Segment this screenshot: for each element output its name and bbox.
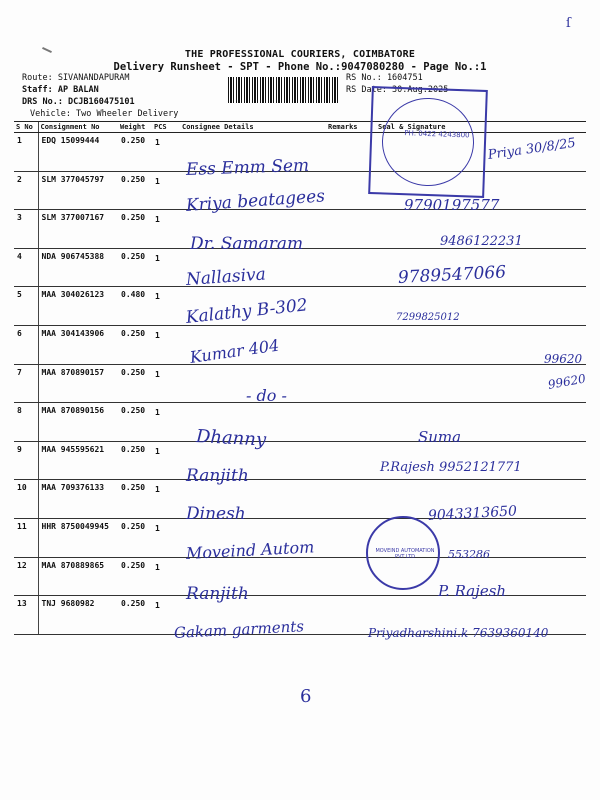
row-weight: 0.250	[118, 596, 152, 635]
handwritten-signature-6: 99620	[544, 352, 583, 366]
handwritten-signature-13: Priyadharshini.k 7639360140	[368, 626, 549, 640]
page-ink-mark: 6	[300, 686, 312, 707]
handwritten-signature-11: 553286	[448, 548, 490, 561]
row-consignment: SLM 377007167	[38, 210, 118, 249]
row-sno: 3	[14, 210, 38, 249]
seal-circle-text: MOVEIND AUTOMATION PVT LTD	[375, 548, 435, 560]
row-pcs: 1	[152, 287, 180, 326]
handwritten-consignee-13: Gakam garments	[173, 617, 305, 642]
row-weight: 0.250	[118, 403, 152, 442]
row-weight: 0.250	[118, 557, 152, 596]
table-row	[14, 325, 586, 364]
handwritten-signature-5: 7299825012	[396, 312, 460, 323]
handwritten-consignee-11: Moveind Autom	[185, 537, 315, 563]
row-consignment: MAA 945595621	[38, 441, 118, 480]
row-weight: 0.250	[118, 248, 152, 287]
rs-date: RS Date: 30.Aug.2025	[346, 85, 449, 95]
table-row	[14, 403, 586, 442]
row-consignment: HHR 8750049945	[38, 518, 118, 557]
handwritten-signature-2: 9790197577	[404, 196, 500, 214]
row-pcs: 1	[152, 364, 180, 403]
handwritten-consignee-4: Nallasiva	[185, 264, 267, 290]
row-sno: 6	[14, 325, 38, 364]
row-weight: 0.250	[118, 133, 152, 172]
row-sno: 2	[14, 171, 38, 210]
row-sno: 7	[14, 364, 38, 403]
row-pcs: 1	[152, 248, 180, 287]
handwritten-signature-12: P. Rajesh	[438, 582, 507, 600]
row-pcs: 1	[152, 210, 180, 249]
row-pcs: 1	[152, 441, 180, 480]
row-sno: 5	[14, 287, 38, 326]
col-consignee: Consignee Details	[180, 122, 326, 133]
handwritten-signature-10: 9043313650	[427, 503, 518, 524]
handwritten-consignee-10: Dinesh	[186, 504, 246, 524]
row-weight: 0.250	[118, 210, 152, 249]
handwritten-consignee-3: Dr. Samaram	[190, 234, 304, 254]
row-pcs: 1	[152, 403, 180, 442]
handwritten-signature-9: P.Rajesh 9952121771	[380, 460, 522, 475]
corner-ink-mark: ſ	[566, 16, 571, 31]
row-consignment: EDQ 15099444	[38, 133, 118, 172]
row-sno: 8	[14, 403, 38, 442]
row-pcs: 1	[152, 171, 180, 210]
row-consignment: MAA 870890156	[38, 403, 118, 442]
handwritten-consignee-2: Kriya beatagees	[185, 186, 326, 216]
runsheet-subtitle: Delivery Runsheet - SPT - Phone No.:9047080280 - Page No.:1	[113, 61, 487, 73]
row-sno: 12	[14, 557, 38, 596]
row-weight: 0.250	[118, 518, 152, 557]
company-seal-circle	[366, 516, 440, 590]
col-consignment: Consignment No	[38, 122, 118, 133]
row-pcs: 1	[152, 133, 180, 172]
row-sno: 1	[14, 133, 38, 172]
handwritten-consignee-6: Kumar 404	[188, 335, 281, 367]
seal-ring	[380, 96, 475, 187]
handwritten-consignee-1: Ess Emm Sem	[185, 155, 310, 180]
handwritten-signature-8: Suma	[418, 428, 462, 446]
row-pcs: 1	[152, 557, 180, 596]
row-sno: 11	[14, 518, 38, 557]
handwritten-signature-3: 9486122231	[440, 234, 523, 249]
handwritten-signature-4: 9789547066	[397, 262, 507, 288]
row-weight: 0.480	[118, 287, 152, 326]
handwritten-consignee-8: Dhanny	[195, 426, 267, 451]
row-sno: 10	[14, 480, 38, 519]
handwritten-consignee-5: Kalathy B-302	[184, 295, 309, 328]
row-pcs: 1	[152, 596, 180, 635]
handwritten-signature-1: Priya 30/8/25	[486, 135, 577, 163]
table-header-row	[14, 122, 586, 133]
row-weight: 0.250	[118, 441, 152, 480]
row-weight: 0.250	[118, 171, 152, 210]
row-consignment: SLM 377045797	[38, 171, 118, 210]
row-weight: 0.250	[118, 480, 152, 519]
row-pcs: 1	[152, 518, 180, 557]
rs-number: RS No.: 1604751	[346, 73, 423, 83]
col-pcs: PCS	[152, 122, 180, 133]
row-consignment: TNJ 9680982	[38, 596, 118, 635]
row-pcs: 1	[152, 325, 180, 364]
col-remarks: Remarks	[326, 122, 376, 133]
staff-label: Staff: AP BALAN	[22, 85, 99, 95]
company-seal-rect	[368, 86, 488, 198]
table-row	[14, 364, 586, 403]
col-seal-signature: Seal & Signature	[376, 122, 586, 133]
drs-number: DRS No.: DCJB160475101	[22, 97, 135, 107]
row-sno: 4	[14, 248, 38, 287]
row-consignment: MAA 870890157	[38, 364, 118, 403]
row-consignment: MAA 304143906	[38, 325, 118, 364]
handwritten-consignee-12: Ranjith	[186, 584, 249, 604]
row-consignment: MAA 304026123	[38, 287, 118, 326]
row-consignment: MAA 870889865	[38, 557, 118, 596]
row-sno: 13	[14, 596, 38, 635]
handwritten-signature-7: 99620	[546, 371, 587, 392]
company-title: THE PROFESSIONAL COURIERS, COIMBATORE	[184, 49, 416, 60]
row-consignment: NDA 906745388	[38, 248, 118, 287]
row-pcs: 1	[152, 480, 180, 519]
seal-phone-text: PH: 0422 4243800	[404, 129, 470, 140]
row-consignment: MAA 709376133	[38, 480, 118, 519]
row-weight: 0.250	[118, 325, 152, 364]
row-sno: 9	[14, 441, 38, 480]
handwritten-consignee-7: - do -	[246, 386, 287, 405]
col-sno: S No	[14, 122, 38, 133]
col-weight: Weight	[118, 122, 152, 133]
row-weight: 0.250	[118, 364, 152, 403]
handwritten-consignee-9: Ranjith	[186, 466, 249, 486]
vehicle-label: Vehicle: Two Wheeler Delivery	[30, 109, 179, 119]
route-label: Route: SIVANANDAPURAM	[22, 73, 130, 83]
barcode	[228, 77, 340, 103]
